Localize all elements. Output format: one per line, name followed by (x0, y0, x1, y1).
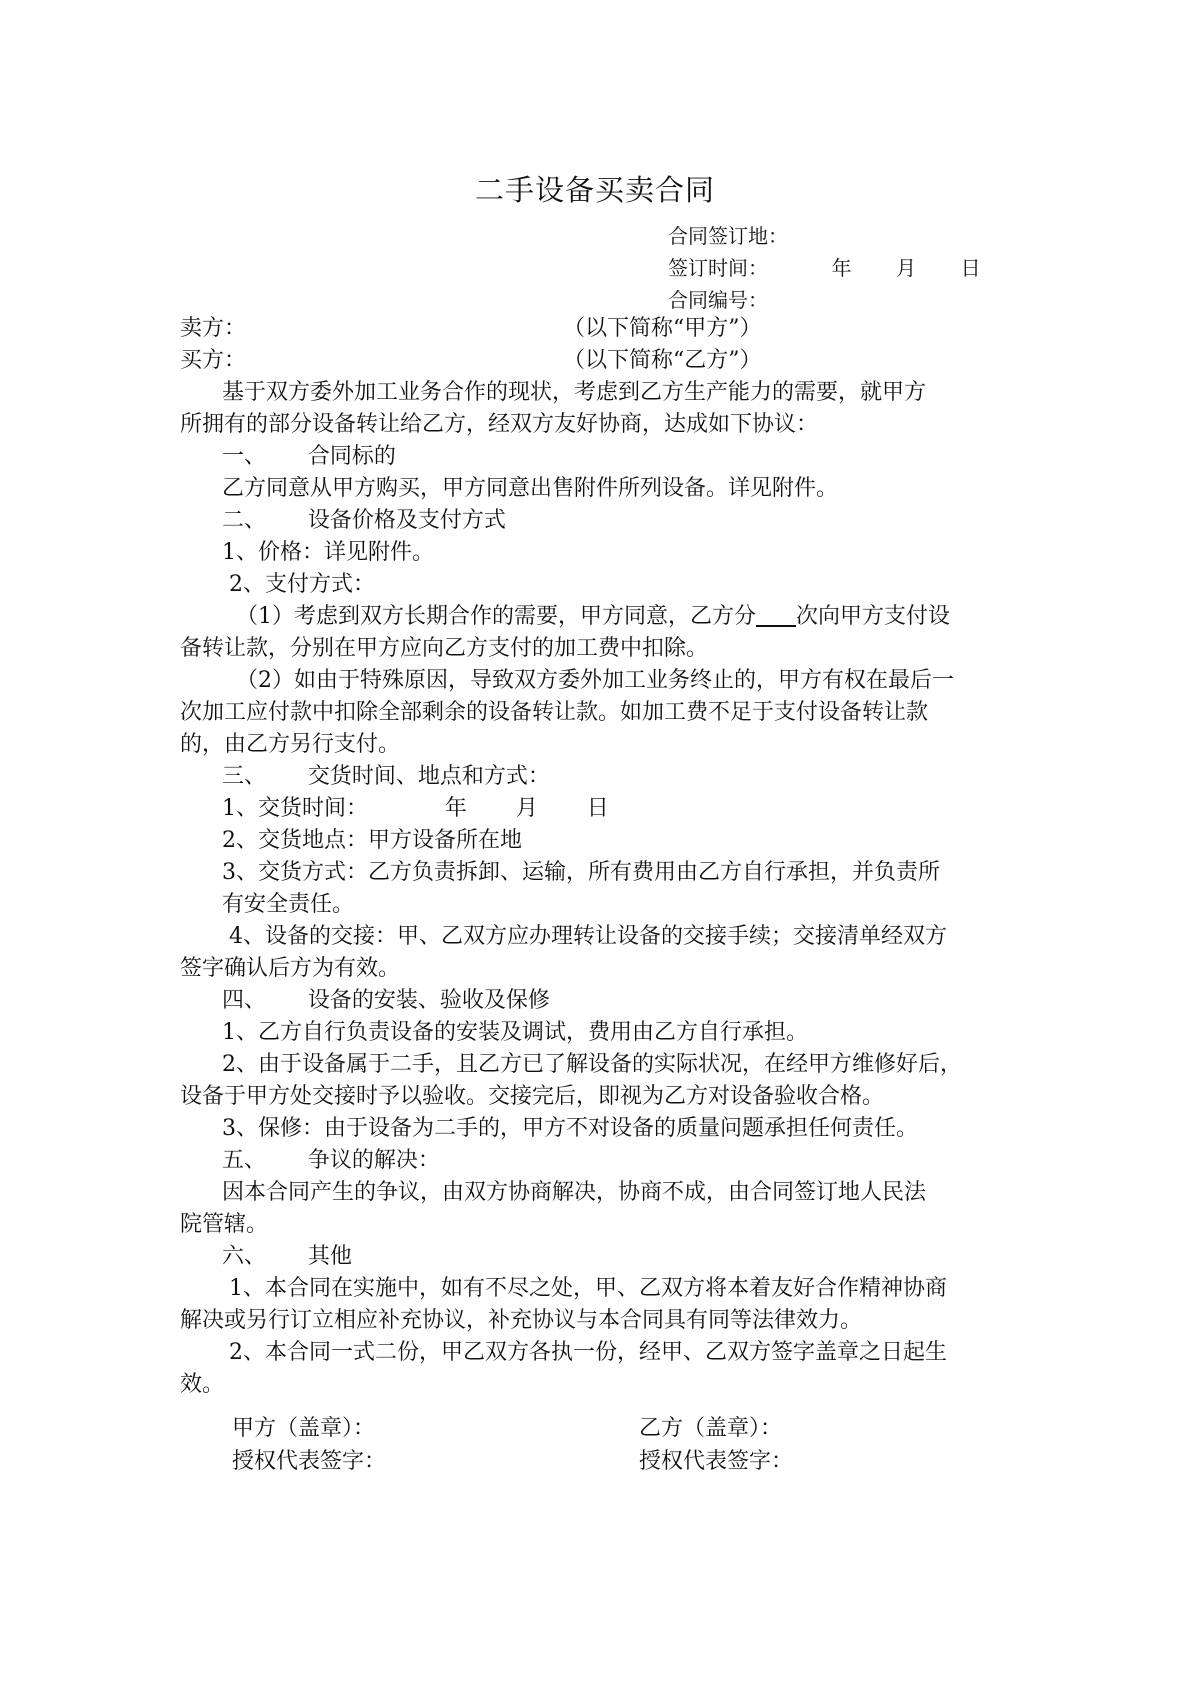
section-text: 4、设备的交接：甲、乙双方应办理转让设备的交接手续；交接清单经双方 (180, 924, 947, 949)
section-text: 院管辖。 (180, 1212, 269, 1237)
buyer-line (180, 345, 1020, 377)
seller-label: 卖方： (180, 316, 247, 341)
section-text: 2、由于设备属于二手，且乙方已了解设备的实际状况，在经甲方维修好后， (180, 1052, 962, 1077)
section-heading: 五、 争议的解决： (180, 1148, 440, 1173)
buyer-label: 买方： (180, 348, 247, 373)
section-text: 1、乙方自行负责设备的安装及调试，费用由乙方自行承担。 (180, 1020, 808, 1045)
section-text: 1、价格：详见附件。 (180, 540, 434, 565)
section-text: 有安全责任。 (180, 892, 354, 917)
section-text: 效。 (180, 1372, 225, 1397)
preamble-line: 基于双方委外加工业务合作的现状，考虑到乙方生产能力的需要，就甲方 (180, 380, 926, 405)
section-heading: 三、 交货时间、地点和方式： (180, 764, 550, 789)
contract-body (180, 313, 1020, 1401)
section-text: 2、交货地点：甲方设备所在地 (180, 828, 522, 853)
party-a-representative: 授权代表签字： (232, 1449, 387, 1474)
section-text: 的，由乙方另行支付。 (180, 732, 401, 757)
document-title: 二手设备买卖合同 (474, 173, 715, 207)
seal-row (232, 1412, 1032, 1445)
section-text: 次加工应付款中扣除全部剩余的设备转让款。如加工费不足于支付设备转让款 (180, 700, 929, 725)
buyer-alias: （以下简称“乙方”） (563, 348, 762, 373)
party-b-seal: 乙方（盖章）： (639, 1416, 783, 1441)
section-text: 3、交货方式：乙方负责拆卸、运输，所有费用由乙方自行承担，并负责所 (180, 860, 940, 885)
signing-place: 合同签订地： (668, 224, 788, 248)
section-text: 3、保修：由于设备为二手的，甲方不对设备的质量问题承担任何责任。 (180, 1116, 918, 1141)
section-text: （2）如由于特殊原因，导致双方委外加工业务终止的，甲方有权在最后一 (180, 668, 954, 693)
section-text: 签字确认后方为有效。 (180, 956, 401, 981)
party-b-representative: 授权代表签字： (639, 1449, 794, 1474)
seller-alias: （以下简称“甲方”） (563, 316, 762, 341)
contract-number: 合同编号： (668, 288, 768, 312)
section-heading: 二、 设备价格及支付方式 (180, 508, 506, 533)
clause-text: 次向甲方支付设 (795, 604, 950, 629)
section-text: 设备于甲方处交接时予以验收。交接完后，即视为乙方对设备验收合格。 (180, 1084, 885, 1109)
section-heading: 四、 设备的安装、验收及保修 (180, 988, 550, 1013)
section-text: 乙方同意从甲方购买，甲方同意出售附件所列设备。详见附件。 (180, 476, 838, 501)
representative-row (232, 1445, 1032, 1478)
clause-text: （1）考虑到双方长期合作的需要，甲方同意，乙方分 (180, 604, 756, 629)
section-text: 1、本合同在实施中，如有不尽之处，甲、乙双方将本着友好合作精神协商 (180, 1276, 947, 1301)
payment-clause-1 (180, 601, 1020, 633)
section-heading: 一、 合同标的 (180, 444, 396, 469)
section-text: 2、支付方式： (180, 572, 375, 597)
party-a-seal: 甲方（盖章）： (232, 1416, 376, 1441)
preamble-line: 所拥有的部分设备转让给乙方，经双方友好协商，达成如下协议： (180, 412, 819, 437)
contract-meta (668, 220, 981, 316)
seller-line (180, 313, 1020, 345)
section-text: 2、本合同一式二份，甲乙双方各执一份，经甲、乙双方签字盖章之日起生 (180, 1340, 947, 1365)
section-text: 因本合同产生的争议，由双方协商解决，协商不成，由合同签订地人民法 (180, 1180, 926, 1205)
signing-date: 签订时间： 年 月 日 (668, 256, 981, 280)
fill-in-blank (756, 603, 796, 627)
section-heading: 六、 其他 (180, 1244, 352, 1269)
section-text: 备转让款，分别在甲方应向乙方支付的加工费中扣除。 (180, 636, 709, 661)
signature-block (232, 1412, 1032, 1478)
section-text: 1、交货时间： 年 月 日 (180, 796, 609, 821)
section-text: 解决或另行订立相应补充协议，补充协议与本合同具有同等法律效力。 (180, 1308, 863, 1333)
